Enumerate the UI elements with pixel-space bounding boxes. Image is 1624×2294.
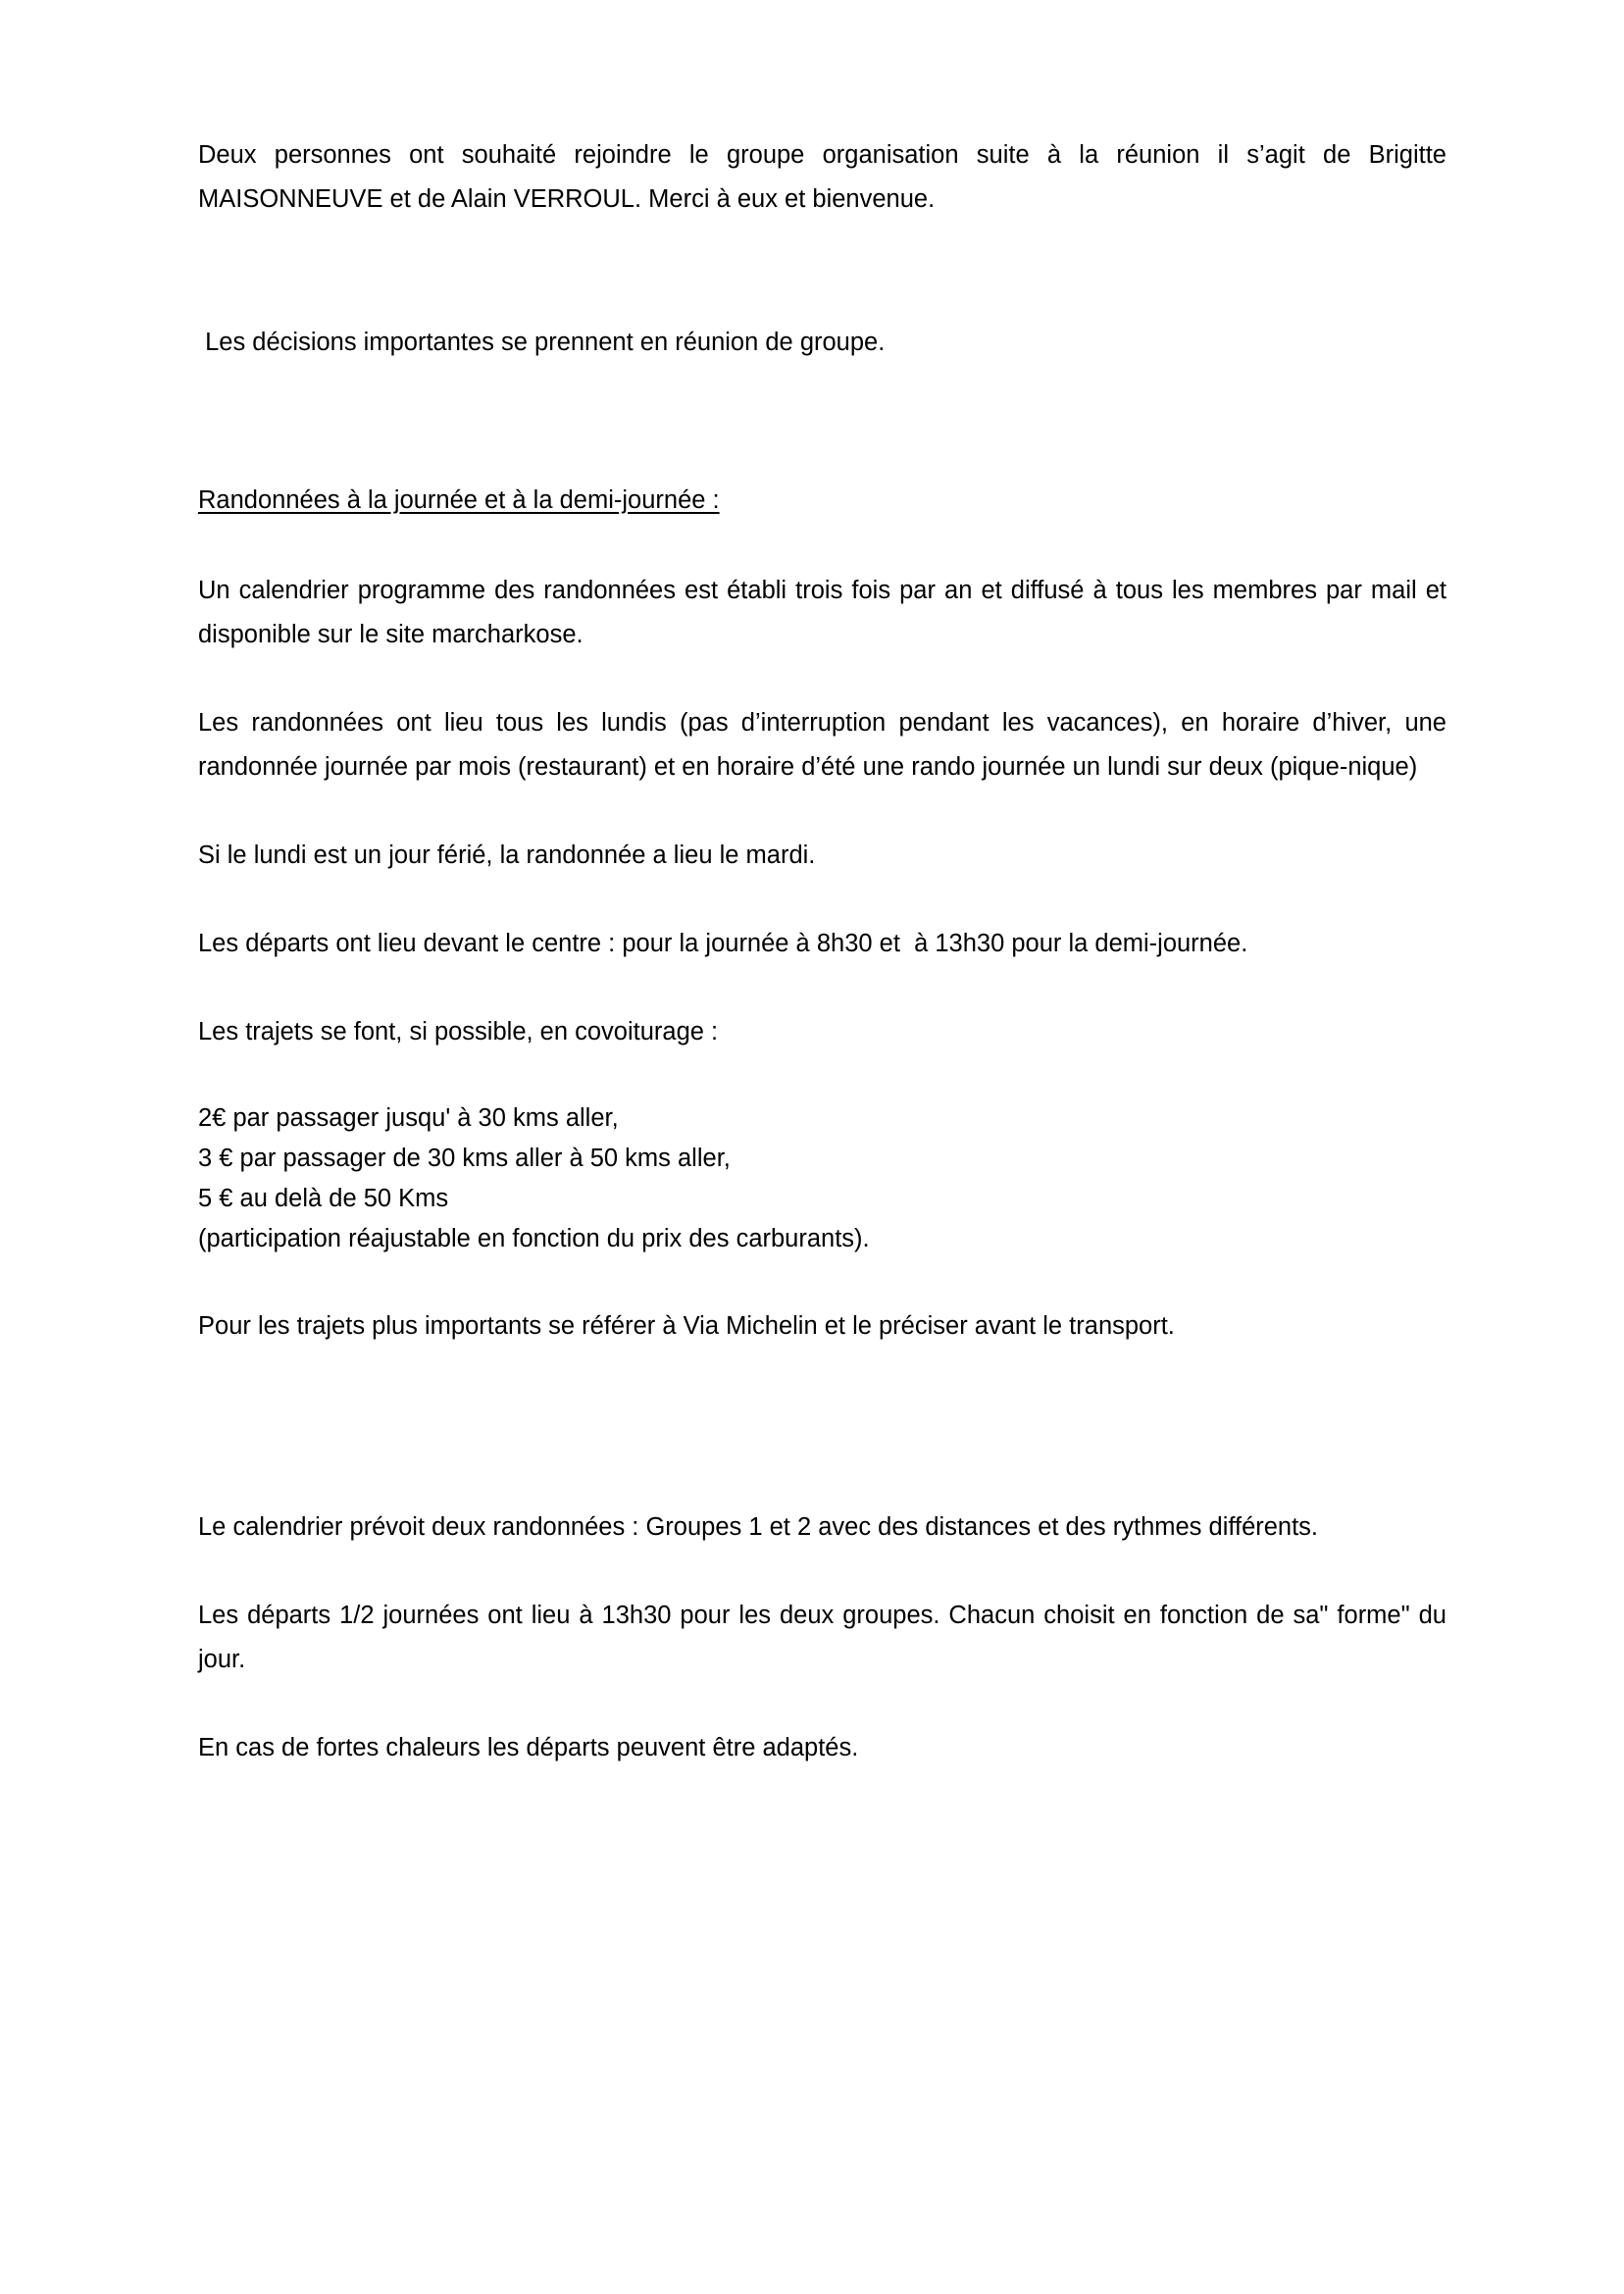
spacer-after-rates [198,1259,1446,1304]
document-body [198,0,1454,1770]
spacer-after-heading [198,526,1446,569]
carpool-rate-note: (participation réajustable en fonction du prix des carburants). [198,1225,870,1252]
spacer-after-groups [198,1550,1446,1594]
decisions-line: Les décisions importantes se prennent en réunion de groupe. [198,329,886,356]
mondays-paragraph: Les randonnées ont lieu tous les lundis (pas d’interruption pendant les vacances), en horaire d’hiver, une randonnée journée par mois (restaurant) et en horaire d’été une rando journée un lundi sur deux (pique-nique) [198,709,1454,781]
spacer-after-holiday [198,878,1446,922]
carpool-rate-item: 2€ par passager jusqu' à 30 kms aller, [198,1104,619,1132]
intro-paragraph: Deux personnes ont souhaité rejoindre le groupe organisation suite à la réunion il s’agit de Brigitte MAISONNEUVE et de Alain VERROUL. Merci à eux et bienvenue. [198,141,1454,213]
carpool-rates-list [198,1098,1446,1259]
section-heading-wrapper [198,479,1446,526]
top-spacer [198,0,1446,133]
holiday-paragraph: Si le lundi est un jour férié, la randonnée a lieu le mardi. [198,841,816,869]
section-heading: Randonnées à la journée et à la demi-journée : [198,486,720,514]
heat-paragraph: En cas de fortes chaleurs les départs peuvent être adaptés. [198,1734,859,1761]
spacer-after-departures [198,966,1446,1010]
groups-paragraph: Le calendrier prévoit deux randonnées : Groupes 1 et 2 avec des distances et des rythmes différents. [198,1513,1319,1541]
spacer-after-half-day [198,1682,1446,1726]
departures-paragraph: Les départs ont lieu devant le centre : pour la journée à 8h30 et à 13h30 pour la demi-journée. [198,930,1248,957]
michelin-paragraph: Pour les trajets plus importants se référer à Via Michelin et le préciser avant le transport. [198,1312,1175,1340]
spacer-after-carpool-intro [198,1054,1446,1098]
spacer-before-groups [198,1349,1446,1505]
carpool-intro-paragraph: Les trajets se font, si possible, en covoiturage : [198,1018,719,1045]
spacer-after-mondays [198,790,1446,834]
calendar-paragraph: Un calendrier programme des randonnées est établi trois fois par an et diffusé à tous les membres par mail et disponible sur le site marcharkose. [198,577,1454,648]
spacer-after-calendar [198,657,1446,701]
carpool-rate-item: 3 € par passager de 30 kms aller à 50 kms aller, [198,1145,731,1172]
carpool-rate-item: 5 € au delà de 50 Kms [198,1185,449,1212]
half-day-paragraph: Les départs 1/2 journées ont lieu à 13h30 pour les deux groupes. Chacun choisit en fonction de sa" forme" du jour. [198,1602,1454,1673]
spacer-after-intro [198,222,1446,321]
spacer-before-heading [198,365,1446,479]
